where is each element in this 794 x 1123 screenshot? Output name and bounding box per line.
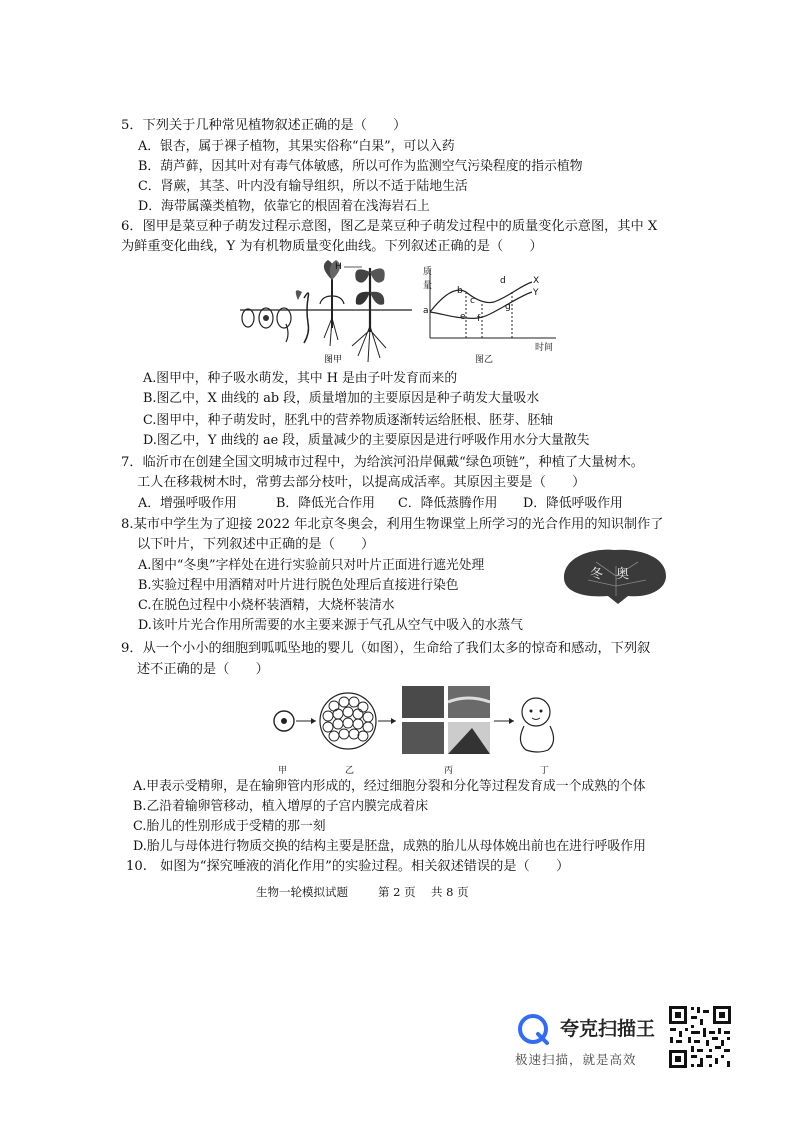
point-f: f	[477, 314, 481, 324]
development-sequence-figure	[262, 684, 572, 774]
label-yi: 乙	[345, 766, 355, 776]
y-axis-label-1: 质	[423, 267, 433, 277]
point-g: g	[505, 302, 511, 312]
q5-option-c: C．肾蕨，其茎、叶内没有输导组织，所以不适于陆地生活	[138, 179, 468, 194]
q9-option-c: C.胎儿的性别形成于受精的那一刻	[133, 819, 326, 834]
q5-option-b: B．葫芦藓，因其叶对有毒气体敏感，所以可作为监测空气污染程度的指示植物	[138, 159, 583, 174]
fig-yi-caption: 图乙	[475, 355, 494, 365]
q6-option-a: A.图甲中，种子吸水萌发，其中 H 是由子叶发育而来的	[143, 371, 458, 386]
scanner-logo-icon	[514, 1010, 552, 1048]
q5-option-a: A．银杏，属于祼子植物，其果实俗称“白果”，可以入药	[138, 139, 455, 154]
point-d: d	[500, 276, 506, 286]
point-c: c	[470, 296, 475, 306]
h-marker: H	[335, 262, 342, 272]
q9-stem-line1: 9．从一个小小的细胞到呱呱坠地的婴儿（如图），生命给了我们太多的惊奇和感动，下列叙	[121, 641, 651, 656]
q5-option-d: D．海带属藻类植物，依靠它的根固着在浅海岩石上	[138, 199, 430, 214]
q7-stem-line1: 7．临沂市在创建全国文明城市过程中，为给滨河沿岸佩戴“绿色项链”，种植了大量树木。	[121, 455, 644, 470]
q7-stem-line2: 工人在移栽树木时，常剪去部分枝叶，以提高成活率。其原因主要是（ ）	[137, 475, 586, 490]
q9-option-a: A.甲表示受精卵，是在输卵管内形成的，经过细胞分裂和分化等过程发育成一个成熟的个体	[133, 779, 646, 794]
q7-option-c: C．降低蒸腾作用	[398, 496, 498, 511]
point-a: a	[423, 306, 429, 316]
label-jia: 甲	[278, 766, 288, 776]
q9-option-d: D.胎儿与母体进行物质交换的结构主要是胚盘，成熟的胎儿从母体娩出前也在进行呼吸作用	[133, 839, 646, 854]
q8-option-d: D.该叶片光合作用所需要的水主要来源于气孔从空气中吸入的水蒸气	[138, 618, 523, 633]
footer-total: 共 8 页	[431, 885, 469, 899]
q6-option-d: D.图乙中，Y 曲线的 ae 段，质量减少的主要原因是进行呼吸作用水分大量散失	[143, 433, 590, 448]
q7-option-a: A．增强呼吸作用	[138, 496, 237, 511]
q6-option-b: B.图乙中，X 曲线的 ab 段，质量增加的主要原因是种子萌发大量吸水	[143, 391, 540, 406]
point-e: e	[460, 312, 466, 322]
q6-option-c: C.图甲中，种子萌发时，胚乳中的营养物质逐渐转运给胚根、胚芽、胚轴	[143, 413, 554, 428]
q8-stem-line1: 8.某市中学生为了迎接 2022 年北京冬奥会，利用生物课堂上所学习的光合作用的知识制作了	[121, 517, 664, 532]
qr-code-icon	[667, 1004, 733, 1070]
brand-name: 夸克扫描王	[560, 1018, 656, 1040]
q7-option-b: B．降低光合作用	[276, 496, 375, 511]
q10-stem: 10. 如图为“探究唾液的消化作用”的实验过程。相关叙述错误的是（ ）	[126, 859, 570, 874]
brand-slogan: 极速扫描，就是高效	[515, 1052, 637, 1067]
q7-option-d: D．降低呼吸作用	[523, 496, 623, 511]
fig-jia-label: 图甲	[324, 355, 343, 365]
q5-stem: 5．下列关于几种常见植物叙述正确的是（ ）	[121, 118, 407, 133]
q8-option-b: B.实验过程中用酒精对叶片进行脱色处理后直接进行染色	[138, 578, 459, 593]
q8-option-a: A.图中“冬奥”字样处在进行实验前只对叶片正面进行遮光处理	[138, 558, 485, 573]
label-bing: 丙	[444, 766, 454, 776]
curve-x	[430, 282, 532, 312]
q9-option-b: B.乙沿着输卵管移动，植入增厚的子宫内膜完成着床	[133, 799, 429, 814]
footer-title: 生物一轮模拟试题	[256, 885, 348, 899]
x-axis-label: 时间	[535, 343, 554, 353]
leaf-text: 冬 奥	[590, 567, 630, 582]
q8-stem-line2: 以下叶片，下列叙述中正确的是（ ）	[137, 537, 375, 552]
q8-option-c: C.在脱色过程中小烧杯装酒精，大烧杯装清水	[138, 598, 395, 613]
y-axis-label-2: 量	[423, 281, 433, 291]
label-ding: 丁	[540, 766, 550, 776]
curve-y-label: Y	[533, 288, 539, 298]
curve-x-label: X	[533, 276, 540, 286]
q9-stem-line2: 述不正确的是（ ）	[137, 662, 269, 677]
footer-page: 第 2 页	[378, 885, 416, 899]
q6-stem-line2: 为鲜重变化曲线，Y 为有机物质量变化曲线。下列叙述正确的是（ ）	[121, 239, 543, 254]
q6-stem-line1: 6．图甲是菜豆种子萌发过程示意图，图乙是菜豆种子萌发过程中的质量变化示意图，其中 X	[121, 219, 658, 234]
point-b: b	[457, 286, 463, 296]
figure-jia-germination	[236, 258, 414, 366]
